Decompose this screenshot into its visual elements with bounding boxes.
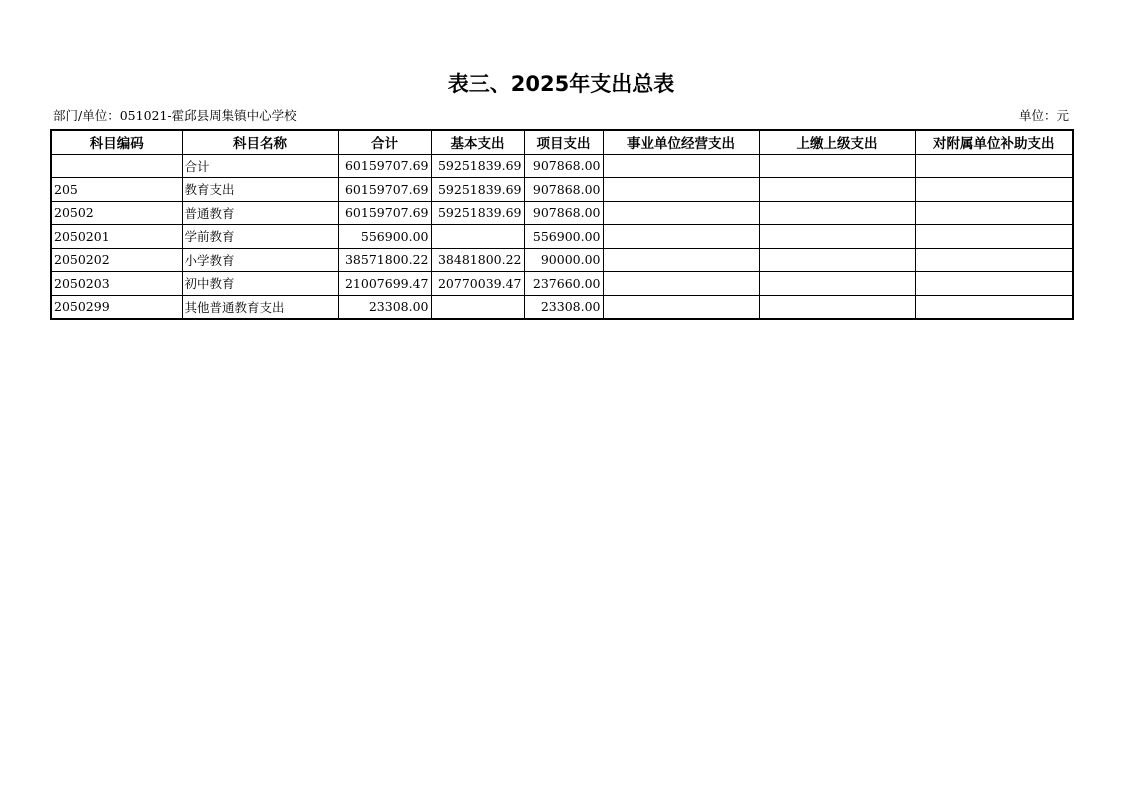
cell-upper bbox=[759, 154, 915, 178]
cell-subsidy bbox=[915, 248, 1073, 272]
cell-basic: 59251839.69 bbox=[431, 154, 524, 178]
cell-basic: 59251839.69 bbox=[431, 178, 524, 202]
cell-basic: 20770039.47 bbox=[431, 272, 524, 296]
cell-basic bbox=[431, 295, 524, 319]
cell-upper bbox=[759, 201, 915, 225]
unit-label: 单位：元 bbox=[1018, 108, 1069, 123]
cell-business bbox=[603, 154, 759, 178]
cell-subsidy bbox=[915, 272, 1073, 296]
cell-upper bbox=[759, 295, 915, 319]
cell-project: 90000.00 bbox=[524, 248, 603, 272]
table-row bbox=[51, 201, 1073, 225]
column-header-subsidy: 对附属单位补助支出 bbox=[915, 130, 1073, 154]
cell-name: 学前教育 bbox=[182, 225, 338, 249]
cell-business bbox=[603, 201, 759, 225]
column-header-total: 合计 bbox=[338, 130, 431, 154]
cell-total: 23308.00 bbox=[338, 295, 431, 319]
cell-project: 23308.00 bbox=[524, 295, 603, 319]
cell-name: 初中教育 bbox=[182, 272, 338, 296]
cell-business bbox=[603, 178, 759, 202]
cell-business bbox=[603, 272, 759, 296]
cell-upper bbox=[759, 178, 915, 202]
cell-upper bbox=[759, 248, 915, 272]
cell-name: 教育支出 bbox=[182, 178, 338, 202]
cell-code bbox=[51, 154, 182, 178]
table-row bbox=[51, 272, 1073, 296]
cell-code: 2050201 bbox=[51, 225, 182, 249]
cell-total: 38571800.22 bbox=[338, 248, 431, 272]
cell-upper bbox=[759, 225, 915, 249]
column-header-code: 科目编码 bbox=[51, 130, 182, 154]
cell-project: 556900.00 bbox=[524, 225, 603, 249]
cell-upper bbox=[759, 272, 915, 296]
column-header-project: 项目支出 bbox=[524, 130, 603, 154]
cell-total: 556900.00 bbox=[338, 225, 431, 249]
column-header-basic: 基本支出 bbox=[431, 130, 524, 154]
cell-project: 907868.00 bbox=[524, 201, 603, 225]
cell-name: 普通教育 bbox=[182, 201, 338, 225]
report-title: 表三、2025年支出总表 bbox=[447, 72, 675, 96]
cell-business bbox=[603, 225, 759, 249]
cell-code: 20502 bbox=[51, 201, 182, 225]
cell-total: 60159707.69 bbox=[338, 178, 431, 202]
cell-name: 其他普通教育支出 bbox=[182, 295, 338, 319]
cell-business bbox=[603, 295, 759, 319]
expenditure-table bbox=[50, 129, 1074, 320]
department-label: 部门/单位：051021-霍邱县周集镇中心学校 bbox=[53, 108, 297, 123]
cell-subsidy bbox=[915, 154, 1073, 178]
cell-subsidy bbox=[915, 225, 1073, 249]
cell-name: 合计 bbox=[182, 154, 338, 178]
cell-subsidy bbox=[915, 201, 1073, 225]
table-row bbox=[51, 295, 1073, 319]
column-header-business: 事业单位经营支出 bbox=[603, 130, 759, 154]
column-header-upper: 上缴上级支出 bbox=[759, 130, 915, 154]
cell-basic: 38481800.22 bbox=[431, 248, 524, 272]
cell-name: 小学教育 bbox=[182, 248, 338, 272]
cell-basic bbox=[431, 225, 524, 249]
cell-project: 907868.00 bbox=[524, 178, 603, 202]
cell-total: 60159707.69 bbox=[338, 154, 431, 178]
cell-basic: 59251839.69 bbox=[431, 201, 524, 225]
cell-project: 237660.00 bbox=[524, 272, 603, 296]
cell-total: 60159707.69 bbox=[338, 201, 431, 225]
cell-project: 907868.00 bbox=[524, 154, 603, 178]
cell-business bbox=[603, 248, 759, 272]
table-header-row bbox=[51, 130, 1073, 154]
table-row bbox=[51, 154, 1073, 178]
column-header-name: 科目名称 bbox=[182, 130, 338, 154]
cell-subsidy bbox=[915, 295, 1073, 319]
cell-subsidy bbox=[915, 178, 1073, 202]
table-row bbox=[51, 178, 1073, 202]
cell-code: 2050202 bbox=[51, 248, 182, 272]
table-row bbox=[51, 225, 1073, 249]
cell-code: 2050203 bbox=[51, 272, 182, 296]
table-row bbox=[51, 248, 1073, 272]
cell-total: 21007699.47 bbox=[338, 272, 431, 296]
cell-code: 205 bbox=[51, 178, 182, 202]
cell-code: 2050299 bbox=[51, 295, 182, 319]
